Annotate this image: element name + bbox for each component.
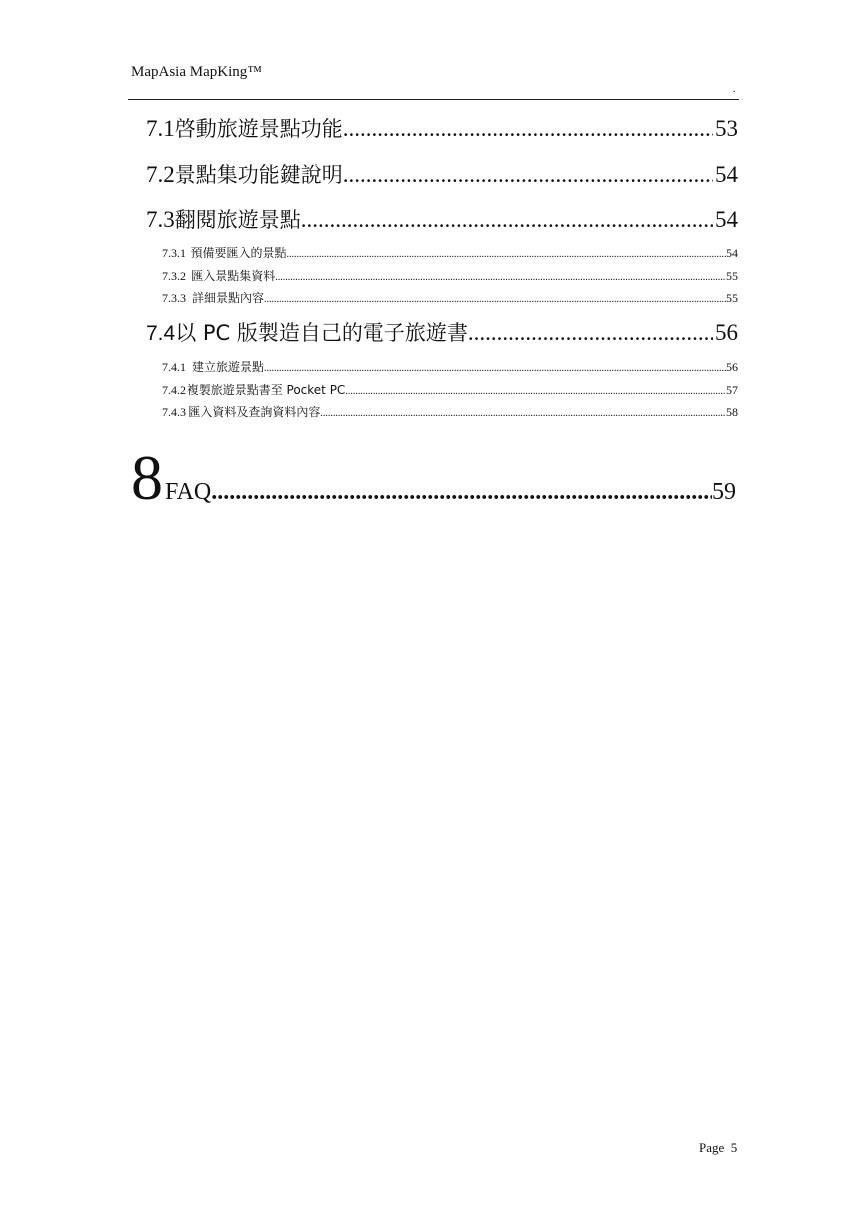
page-number: 5 xyxy=(730,1140,738,1155)
toc-entry-number: 7.4.2 xyxy=(162,383,186,397)
toc-entry-7-4-1[interactable] xyxy=(162,358,738,375)
toc-entry-page: 54 xyxy=(715,162,738,187)
toc-entry-7-4[interactable] xyxy=(146,317,738,347)
toc-entry-7-1[interactable] xyxy=(146,113,738,143)
toc-leader xyxy=(264,294,726,305)
toc-entry-page: 58 xyxy=(726,405,738,419)
toc-entry-number: 7.3 xyxy=(146,207,175,232)
toc-entry-7-4-3[interactable] xyxy=(162,403,738,420)
page-footer xyxy=(699,1140,737,1156)
toc-entry-title: 預備要匯入的景點 xyxy=(190,246,287,260)
toc-entry-page: 59 xyxy=(712,479,736,505)
toc-entry-title: 景點集功能鍵說明 xyxy=(174,163,343,187)
toc-entry-title: 以 PC 版製造自己的電子旅遊書 xyxy=(175,321,468,345)
toc-entry-title: 匯入景點集資料 xyxy=(191,269,276,283)
toc-entry-number: 7.3.3 xyxy=(162,291,186,305)
toc-entry-number: 7.3.2 xyxy=(162,269,186,283)
toc-entry-number: 7.1 xyxy=(146,116,175,141)
toc-entry-title: 翻閱旅遊景點 xyxy=(174,208,301,232)
toc-entry-title: FAQ xyxy=(165,479,212,505)
toc-chapter-number: 8 xyxy=(131,442,163,513)
toc-entry-page: 57 xyxy=(726,383,738,397)
toc-entry-number: 7.4 xyxy=(146,322,176,345)
page-header-title: MapAsia MapKing™ xyxy=(131,64,262,80)
toc-leader xyxy=(264,363,726,374)
toc-entry-title: 複製旅遊景點書至 Pocket PC xyxy=(186,383,346,397)
toc-entry-7-3[interactable] xyxy=(146,204,738,234)
toc-entry-title: 建立旅遊景點 xyxy=(191,360,264,374)
page-header-dot: . xyxy=(733,84,736,95)
toc-entry-number: 7.4.1 xyxy=(162,360,186,374)
toc-entry-page: 54 xyxy=(715,207,738,232)
toc-entry-7-3-3[interactable] xyxy=(162,289,738,306)
toc-leader xyxy=(320,408,726,419)
toc-entry-7-2[interactable] xyxy=(146,159,738,189)
toc-entry-page: 55 xyxy=(726,291,738,305)
toc-entry-page: 56 xyxy=(726,360,738,374)
toc-entry-page: 53 xyxy=(715,116,738,141)
toc-leader xyxy=(468,320,713,346)
toc-entry-number: 7.4.3 xyxy=(162,405,186,419)
toc-entry-number: 7.3.1 xyxy=(162,246,186,260)
toc-entry-7-3-1[interactable] xyxy=(162,244,738,261)
toc-leader xyxy=(343,116,713,142)
toc-entry-chapter-8[interactable] xyxy=(131,442,736,513)
toc-leader xyxy=(301,207,713,233)
toc-leader xyxy=(343,162,713,188)
toc-entry-title: 詳細景點內容 xyxy=(191,291,264,305)
toc-entry-7-3-2[interactable] xyxy=(162,267,738,284)
toc-leader xyxy=(287,249,726,260)
toc-entry-7-4-2[interactable] xyxy=(162,381,738,398)
header-rule xyxy=(128,99,739,100)
toc-entry-title: 匯入資料及查詢資料內容 xyxy=(188,405,321,419)
toc-entry-page: 55 xyxy=(726,269,738,283)
toc-leader xyxy=(345,386,726,397)
toc-leader xyxy=(275,272,726,283)
toc-entry-page: 56 xyxy=(715,320,738,345)
toc-leader xyxy=(211,479,712,506)
toc-entry-number: 7.2 xyxy=(146,162,175,187)
page-label: Page xyxy=(699,1140,725,1155)
toc-entry-page: 54 xyxy=(726,246,738,260)
toc-entry-title: 啓動旅遊景點功能 xyxy=(174,117,343,141)
